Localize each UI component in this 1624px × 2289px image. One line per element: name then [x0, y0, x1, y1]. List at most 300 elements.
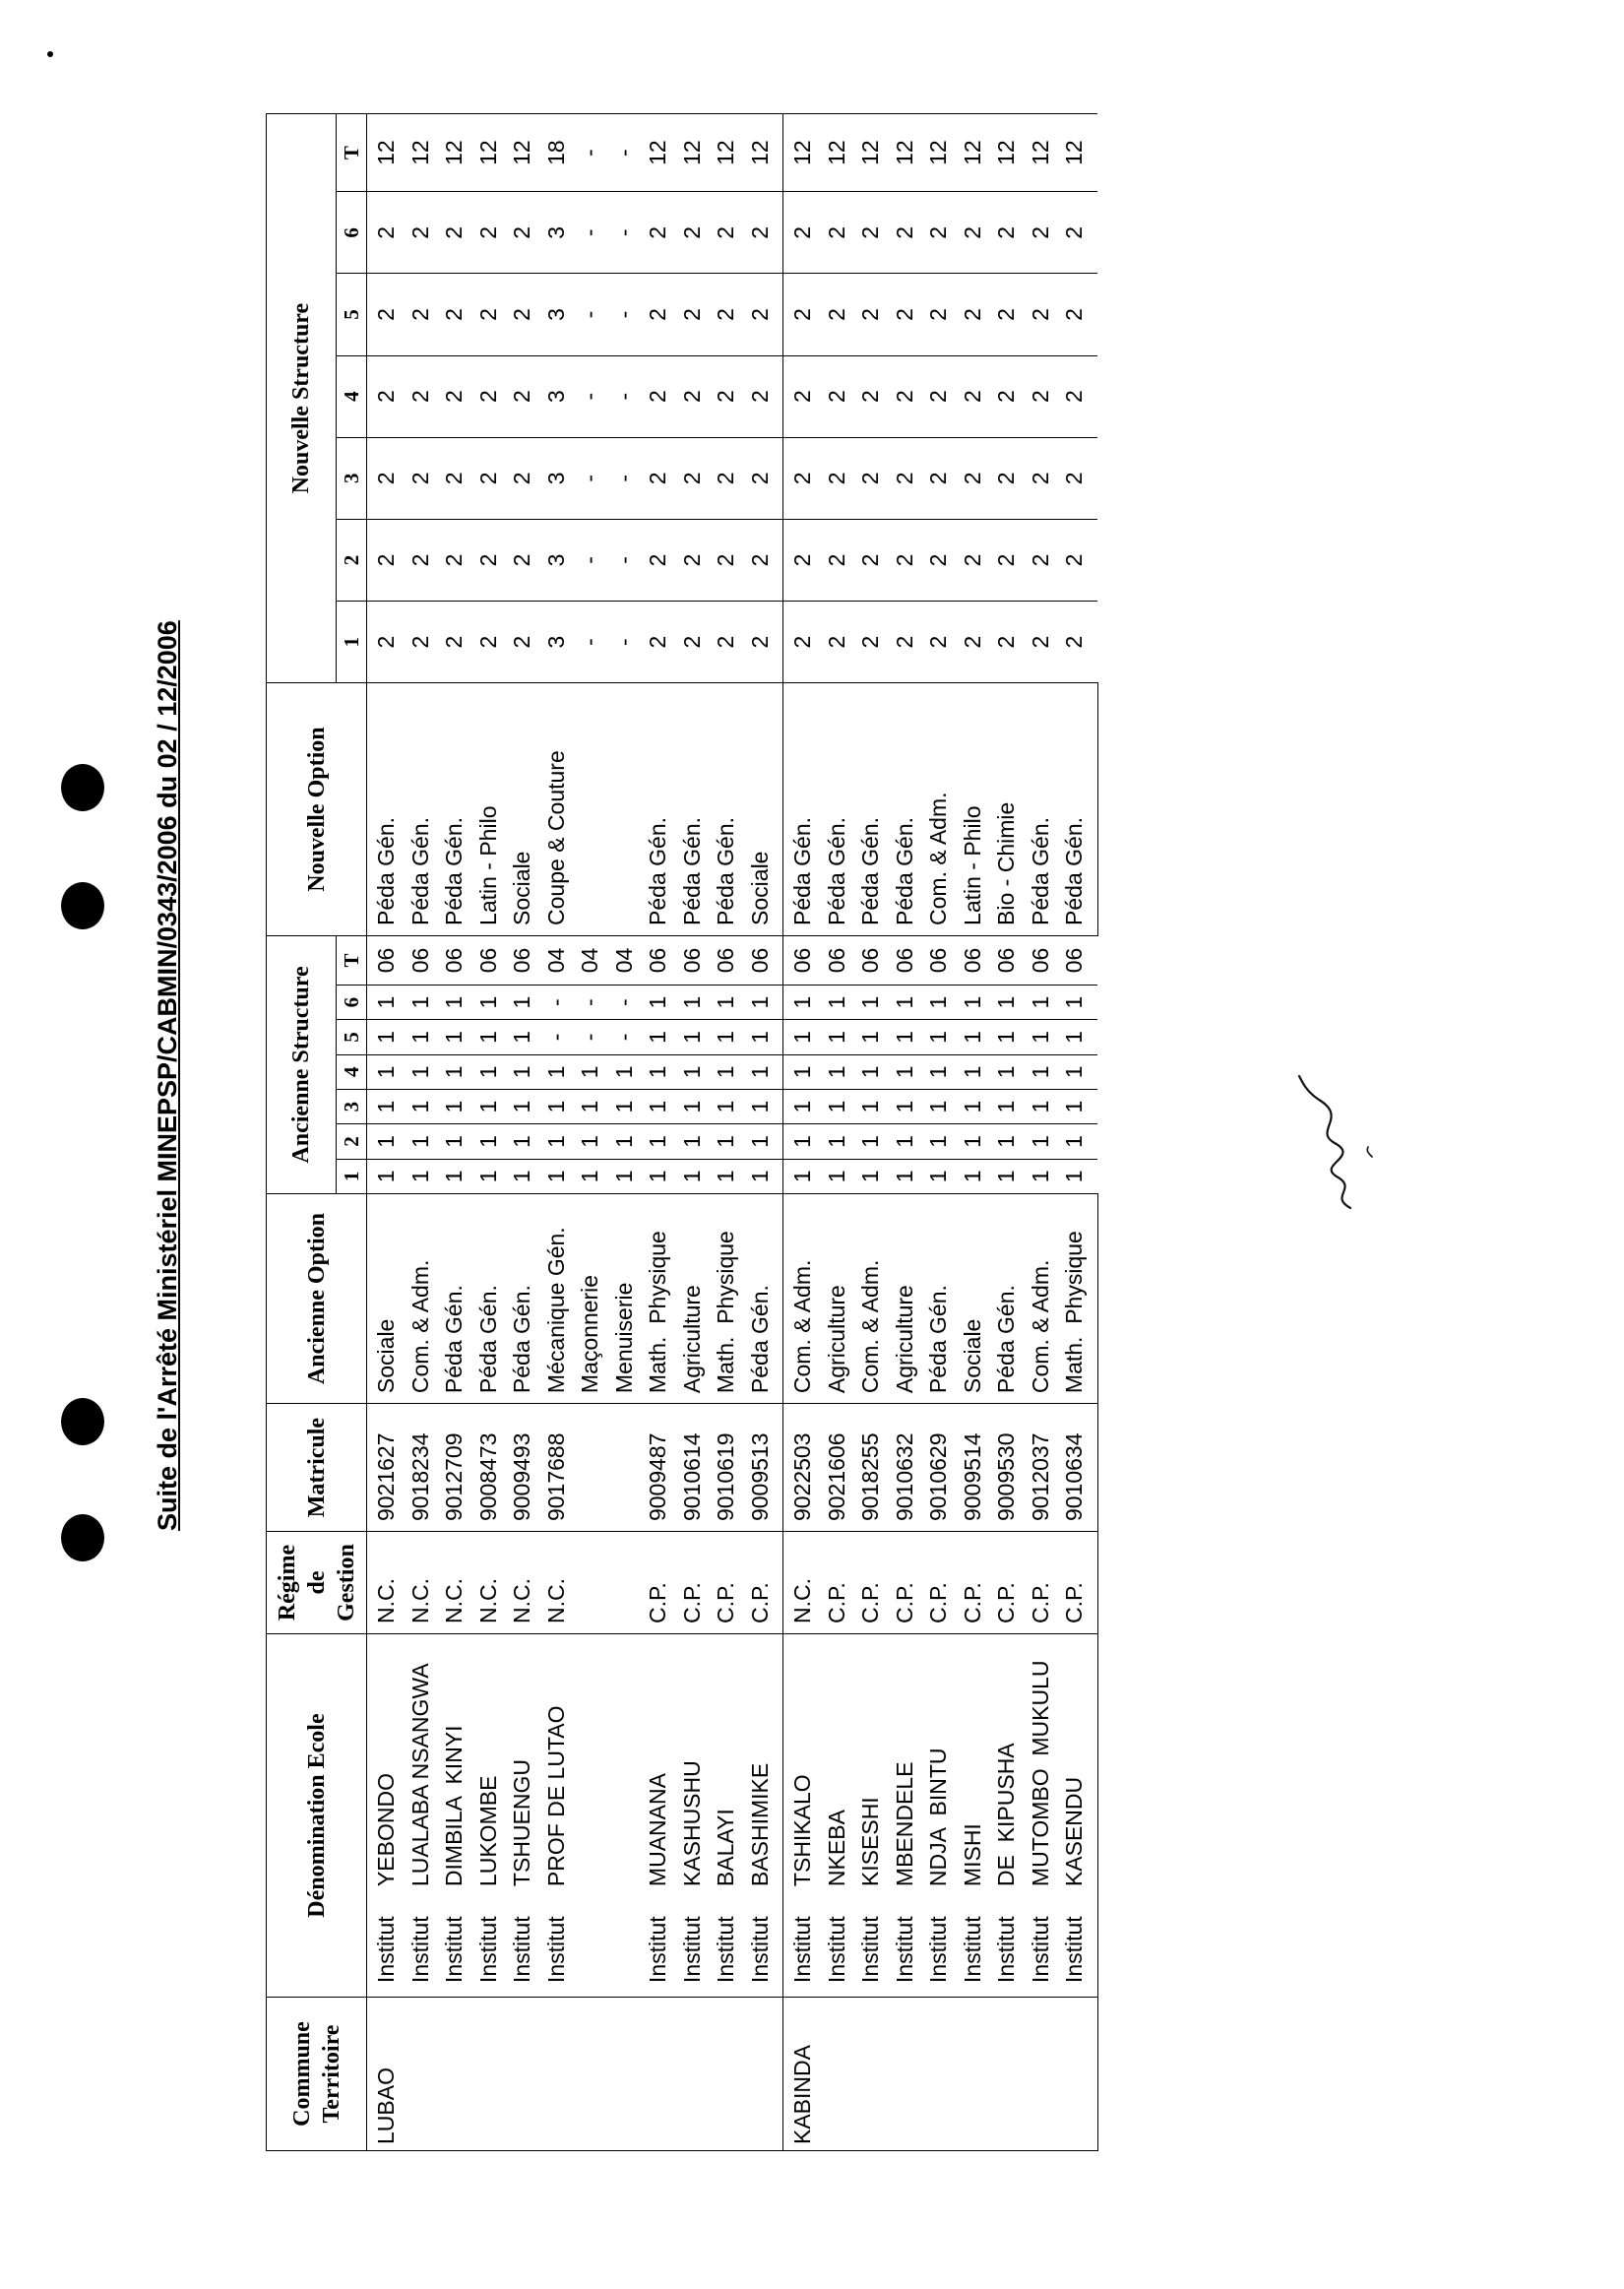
school-prefix: Institut	[857, 1916, 883, 1984]
nouvelle-structure-cell	[783, 274, 1098, 355]
ancienne-structure-value: 1	[509, 995, 534, 1009]
nouvelle-structure-value: 2	[789, 390, 815, 404]
nouvelle-structure-value: 2	[474, 472, 501, 485]
nouvelle-structure-value: 2	[474, 308, 501, 321]
ancienne-structure-value: 1	[746, 995, 773, 1009]
ancienne-structure-value: -	[577, 1033, 602, 1042]
nouvelle-structure-value: -	[577, 310, 602, 319]
ancienne-structure-value: 06	[925, 947, 951, 974]
header-matricule: Matricule	[267, 1404, 367, 1532]
ancienne-structure-value: 1	[891, 1100, 917, 1113]
nouvelle-structure-value: 12	[993, 140, 1019, 165]
handwritten-signature	[1289, 1068, 1378, 1216]
nouvelle-structure-cell	[367, 437, 783, 519]
ancienne-structure-value: 1	[441, 1031, 467, 1044]
ancienne-structure-value: -	[542, 1033, 569, 1042]
nouvelle-structure-value: 2	[713, 553, 738, 567]
nouvelle-structure-value: 2	[746, 308, 773, 321]
ancienne-structure-value: 1	[542, 1170, 569, 1183]
nouvelle-structure-col-header: 6	[337, 192, 367, 274]
school-name	[820, 1634, 854, 1983]
matricule-value: 9009530	[993, 1432, 1019, 1522]
nouvelle-structure-value: 2	[746, 635, 773, 649]
ancienne-structure-value: 1	[577, 1135, 602, 1148]
school-prefix: Institut	[959, 1916, 985, 1984]
nouvelle-structure-value: 2	[993, 472, 1019, 485]
school-name	[505, 1634, 539, 1983]
school-label: YEBONDO	[373, 1773, 399, 1887]
nouvelle-structure-value: -	[610, 310, 637, 319]
ancienne-structure-value: 1	[857, 1100, 883, 1113]
ancienne-structure-value: 1	[373, 1170, 399, 1183]
nouvelle-structure-value: -	[610, 474, 637, 482]
nouvelle-structure-value: 2	[509, 225, 534, 239]
nouvelle-structure-value: 2	[713, 635, 738, 649]
ancienne-option-value: Péda Gén.	[925, 1285, 951, 1394]
ancienne-structure-value: 1	[857, 1031, 883, 1044]
ancienne-structure-value: 1	[542, 1065, 569, 1079]
matricule-value	[573, 1404, 607, 1521]
matricule-value	[607, 1404, 642, 1521]
matricule-value: 9010634	[1061, 1432, 1087, 1522]
nouvelle-option-value	[573, 683, 607, 925]
nouvelle-structure-value: -	[577, 474, 602, 482]
ancienne-structure-value: 1	[441, 1100, 467, 1113]
school-name	[853, 1634, 888, 1983]
nouvelle-structure-value: 2	[746, 472, 773, 485]
nouvelle-option-value: Sociale	[746, 851, 773, 925]
school-prefix: Institut	[373, 1916, 399, 1984]
ancienne-structure-value: 1	[1061, 1135, 1087, 1148]
school-name	[675, 1634, 710, 1983]
matricule-cell	[367, 1404, 783, 1532]
ancienne-structure-value: -	[610, 998, 637, 1006]
ancienne-structure-value: 1	[746, 1135, 773, 1148]
nouvelle-structure-value: 2	[857, 472, 883, 485]
header-ancienne-structure: Ancienne Structure	[267, 935, 337, 1193]
ancienne-structure-value: 1	[645, 1170, 670, 1183]
ancienne-option-value: Agriculture	[823, 1285, 849, 1394]
nouvelle-structure-value: 12	[925, 140, 951, 165]
ancienne-structure-value: 06	[406, 947, 433, 974]
ancienne-structure-value: 1	[373, 1031, 399, 1044]
nouvelle-structure-value: 12	[713, 140, 738, 165]
nouvelle-structure-value: 2	[441, 553, 467, 567]
school-label: KISESHI	[857, 1797, 883, 1887]
ancienne-option-value: Péda Gén.	[474, 1285, 501, 1394]
nouvelle-structure-value: 12	[678, 140, 705, 165]
nouvelle-structure-value: 12	[1061, 140, 1087, 165]
nouvelle-structure-value: 2	[1061, 225, 1087, 239]
ancienne-structure-value: 1	[678, 1100, 705, 1113]
regime-value: C.P.	[891, 1582, 917, 1623]
ancienne-structure-value: 1	[993, 1065, 1019, 1079]
school-label: LUKOMBE	[474, 1775, 501, 1887]
nouvelle-structure-value: 2	[993, 225, 1019, 239]
nouvelle-structure-value: 2	[891, 553, 917, 567]
nouvelle-structure-value: 2	[959, 390, 985, 404]
nouvelle-option-value: Péda Gén.	[645, 817, 670, 925]
school-name	[1057, 1634, 1092, 1983]
nouvelle-structure-cell	[783, 519, 1098, 601]
nouvelle-structure-value: 2	[925, 553, 951, 567]
ancienne-structure-value: 1	[925, 1100, 951, 1113]
nouvelle-structure-value: 2	[713, 472, 738, 485]
regime-value: C.P.	[959, 1582, 985, 1623]
ancienne-option-value: Péda Gén.	[746, 1285, 773, 1394]
ancienne-structure-value: 06	[373, 947, 399, 974]
ancienne-structure-value: 1	[789, 995, 815, 1009]
nouvelle-structure-col-header: T	[337, 114, 367, 192]
nouvelle-structure-value: 2	[1061, 472, 1087, 485]
ancienne-structure-value: 1	[993, 1170, 1019, 1183]
school-label: DE KIPUSHA	[993, 1743, 1019, 1887]
nouvelle-structure-value: -	[610, 638, 637, 646]
ancienne-structure-value: 1	[509, 1065, 534, 1079]
ancienne-structure-value: 06	[857, 947, 883, 974]
nouvelle-structure-value: 12	[789, 140, 815, 165]
nouvelle-structure-value: 2	[993, 308, 1019, 321]
ancienne-structure-value: 1	[610, 1170, 637, 1183]
nouvelle-structure-value: 2	[441, 225, 467, 239]
ancienne-structure-cell	[367, 1020, 783, 1054]
regime-value: N.C.	[509, 1578, 534, 1623]
school-name	[471, 1634, 506, 1983]
school-prefix: Institut	[474, 1916, 501, 1984]
school-label: PROF DE LUTAO	[542, 1705, 569, 1887]
ancienne-structure-value: 04	[542, 947, 569, 974]
ancienne-option-value: Menuiserie	[610, 1282, 637, 1394]
matricule-value: 9009493	[509, 1432, 534, 1522]
nouvelle-structure-value: 2	[373, 225, 399, 239]
nouvelle-structure-value: 3	[542, 553, 569, 567]
matricule-value: 9021627	[373, 1432, 399, 1522]
regime-value: C.P.	[1061, 1582, 1087, 1623]
nouvelle-structure-value: 12	[1027, 140, 1053, 165]
ancienne-option-value: Agriculture	[891, 1285, 917, 1394]
regime-value: C.P.	[645, 1582, 670, 1623]
matricule-value: 9012709	[441, 1432, 467, 1522]
ancienne-structure-value: 1	[373, 1100, 399, 1113]
school-name	[539, 1634, 574, 1983]
ancienne-structure-value: 1	[441, 995, 467, 1009]
nouvelle-structure-value: 2	[789, 308, 815, 321]
nouvelle-structure-value: 2	[406, 635, 433, 649]
ancienne-structure-value: 1	[959, 1170, 985, 1183]
matricule-value: 9009513	[746, 1432, 773, 1522]
ancienne-structure-value: 1	[474, 1170, 501, 1183]
nouvelle-structure-value: 2	[645, 472, 670, 485]
ancienne-structure-value: 1	[645, 1031, 670, 1044]
regime-value: C.P.	[993, 1582, 1019, 1623]
nouvelle-structure-value: 2	[645, 553, 670, 567]
nouvelle-structure-col-header: 4	[337, 355, 367, 437]
commune-cell	[367, 1998, 783, 2151]
nouvelle-structure-value: -	[610, 392, 637, 401]
nouvelle-structure-value: 2	[509, 472, 534, 485]
nouvelle-structure-value: 2	[925, 635, 951, 649]
nouvelle-structure-value: 2	[713, 308, 738, 321]
nouvelle-structure-value: 2	[959, 308, 985, 321]
ancienne-structure-value: 1	[925, 1065, 951, 1079]
table-row	[367, 114, 783, 2151]
school-label: MUTOMBO MUKULU	[1027, 1660, 1053, 1887]
nouvelle-structure-value: 12	[406, 140, 433, 165]
ancienne-structure-value: 1	[959, 1065, 985, 1079]
nouvelle-structure-value: 2	[678, 553, 705, 567]
school-name	[921, 1634, 956, 1983]
school-label: KASHUSHU	[678, 1760, 705, 1887]
ancienne-structure-value: 06	[713, 947, 738, 974]
nouvelle-structure-value: 2	[441, 308, 467, 321]
nouvelle-structure-value: 2	[406, 472, 433, 485]
ancienne-structure-value: 04	[577, 947, 602, 974]
ancienne-structure-value: 1	[823, 1170, 849, 1183]
ancienne-structure-value: 1	[542, 1100, 569, 1113]
ancienne-structure-value: 1	[678, 995, 705, 1009]
ancienne-structure-value: 1	[713, 995, 738, 1009]
ancienne-option-value: Com. & Adm.	[406, 1259, 433, 1394]
ancienne-structure-value: 1	[993, 1031, 1019, 1044]
nouvelle-structure-value: 2	[1027, 308, 1053, 321]
ancienne-structure-value: 1	[713, 1065, 738, 1079]
ancienne-structure-value: 1	[1061, 1100, 1087, 1113]
school-prefix: Institut	[823, 1916, 849, 1984]
ancienne-structure-value: 1	[746, 1031, 773, 1044]
ancienne-structure-cell	[783, 985, 1098, 1019]
ancienne-structure-value: 1	[925, 995, 951, 1009]
ancienne-structure-value: 06	[789, 947, 815, 974]
ancienne-structure-value: 1	[474, 1031, 501, 1044]
ancienne-structure-col-header: 4	[337, 1054, 367, 1089]
nouvelle-structure-value: 2	[746, 390, 773, 404]
nouvelle-structure-value: 12	[959, 140, 985, 165]
ancienne-structure-value: 1	[678, 1135, 705, 1148]
header-ancienne-option: Ancienne Option	[267, 1193, 367, 1403]
nouvelle-structure-value: 2	[857, 225, 883, 239]
ancienne-structure-cell	[367, 985, 783, 1019]
school-name	[785, 1634, 820, 1983]
nouvelle-structure-value: 2	[1061, 308, 1087, 321]
ancienne-structure-value: 1	[789, 1170, 815, 1183]
table-row	[783, 114, 1098, 2151]
nouvelle-structure-value: 2	[406, 553, 433, 567]
school-label: LUALABA NSANGWA	[406, 1663, 433, 1887]
ancienne-structure-cell	[783, 1124, 1098, 1159]
ancienne-structure-value: 1	[1027, 995, 1053, 1009]
nouvelle-option-value: Péda Gén.	[441, 817, 467, 925]
schools-table-container	[266, 113, 1098, 2151]
matricule-value: 9018255	[857, 1432, 883, 1522]
nouvelle-structure-value: 2	[891, 472, 917, 485]
ancienne-structure-value: 1	[925, 1170, 951, 1183]
ancienne-structure-cell	[367, 935, 783, 985]
nouvelle-option-value: Latin - Philo	[474, 805, 501, 925]
ancienne-option-value: Sociale	[959, 1318, 985, 1394]
ancienne-structure-value: 06	[891, 947, 917, 974]
nouvelle-structure-value: 2	[925, 308, 951, 321]
regime-value: C.P.	[823, 1582, 849, 1623]
header-nouvelle-structure: Nouvelle Structure	[267, 114, 337, 683]
nouvelle-structure-cell	[367, 114, 783, 192]
nouvelle-structure-value: -	[610, 228, 637, 237]
school-label: MISHI	[959, 1823, 985, 1887]
ancienne-structure-value: 1	[789, 1065, 815, 1079]
ancienne-structure-col-header: 3	[337, 1089, 367, 1123]
school-label: KASENDU	[1061, 1776, 1087, 1887]
ancienne-structure-value: 1	[406, 1170, 433, 1183]
matricule-value: 9009487	[645, 1432, 670, 1522]
matricule-value: 9012037	[1027, 1432, 1053, 1522]
regime-cell	[783, 1532, 1098, 1634]
school-name	[1024, 1634, 1058, 1983]
matricule-value: 9018234	[406, 1432, 433, 1522]
nouvelle-structure-value: 2	[823, 308, 849, 321]
ancienne-structure-value: 1	[645, 1065, 670, 1079]
ancienne-option-value: Péda Gén.	[993, 1285, 1019, 1394]
regime-value	[607, 1532, 642, 1623]
nouvelle-structure-value: 2	[823, 390, 849, 404]
ancienne-structure-value: 1	[823, 1065, 849, 1079]
school-prefix: Institut	[746, 1916, 773, 1984]
ancienne-structure-value: 1	[857, 1135, 883, 1148]
nouvelle-structure-value: -	[577, 556, 602, 564]
nouvelle-structure-value: 12	[891, 140, 917, 165]
nouvelle-structure-value: 2	[441, 472, 467, 485]
ancienne-structure-value: 06	[441, 947, 467, 974]
nouvelle-structure-value: 2	[891, 635, 917, 649]
ancienne-structure-value: 1	[577, 1100, 602, 1113]
school-name	[709, 1634, 743, 1983]
nouvelle-option-value: Latin - Philo	[959, 805, 985, 925]
ancienne-structure-cell	[783, 1054, 1098, 1089]
ancienne-structure-value: 1	[789, 1100, 815, 1113]
ancienne-structure-value: 1	[746, 1065, 773, 1079]
nouvelle-structure-value: 2	[474, 635, 501, 649]
regime-value	[573, 1532, 607, 1623]
nouvelle-option-value: Péda Gén.	[713, 817, 738, 925]
nouvelle-structure-value: 2	[406, 308, 433, 321]
ancienne-structure-value: 06	[823, 947, 849, 974]
school-label: BALAYI	[713, 1809, 738, 1887]
nouvelle-structure-value: 2	[474, 225, 501, 239]
nouvelle-structure-value: 2	[645, 635, 670, 649]
nouvelle-structure-value: 2	[474, 553, 501, 567]
school-name	[989, 1634, 1024, 1983]
ancienne-structure-value: 06	[678, 947, 705, 974]
ancienne-structure-col-header: 1	[337, 1159, 367, 1193]
nouvelle-structure-value: 2	[857, 635, 883, 649]
nouvelle-structure-value: 2	[1027, 225, 1053, 239]
nouvelle-structure-value: 2	[509, 308, 534, 321]
ancienne-structure-cell	[783, 1089, 1098, 1123]
ancienne-option-value: Com. & Adm.	[789, 1259, 815, 1394]
nouvelle-structure-value: 2	[441, 390, 467, 404]
nouvelle-structure-value: 2	[823, 553, 849, 567]
nouvelle-structure-value: 3	[542, 308, 569, 321]
ancienne-option-value: Mécanique Gén.	[542, 1227, 569, 1394]
nouvelle-option-value: Com. & Adm.	[925, 792, 951, 925]
school-prefix: Institut	[713, 1916, 738, 1984]
nouvelle-structure-value: 2	[645, 225, 670, 239]
ancienne-structure-value: 1	[474, 1100, 501, 1113]
nouvelle-structure-value: 12	[474, 140, 501, 165]
ancienne-option-cell	[783, 1193, 1098, 1403]
nouvelle-option-value	[607, 683, 642, 925]
ancienne-structure-value: 06	[509, 947, 534, 974]
ancienne-structure-value: 1	[1027, 1135, 1053, 1148]
document-title: Suite de l'Arrêté Ministériel MINEPSP/CABMIN/0343/2006 du 02 / 12/2006	[153, 620, 182, 1531]
regime-value: C.P.	[746, 1582, 773, 1623]
commune-name: KABINDA	[789, 2045, 815, 2144]
ancienne-structure-value: 1	[509, 1100, 534, 1113]
ancienne-structure-value: 1	[1027, 1031, 1053, 1044]
nouvelle-option-value: Péda Gén.	[678, 817, 705, 925]
nouvelle-structure-cell	[367, 519, 783, 601]
ancienne-structure-value: 1	[891, 995, 917, 1009]
nouvelle-option-value: Péda Gén.	[1027, 817, 1053, 925]
nouvelle-structure-value: 2	[857, 553, 883, 567]
nouvelle-structure-value: 2	[925, 472, 951, 485]
ancienne-structure-value: 1	[406, 1100, 433, 1113]
school-name	[641, 1634, 675, 1983]
school-prefix: Institut	[509, 1916, 534, 1984]
school-name	[369, 1634, 404, 1983]
nouvelle-structure-value: 2	[857, 308, 883, 321]
nouvelle-structure-value: 2	[1061, 635, 1087, 649]
nouvelle-structure-value: 2	[645, 308, 670, 321]
ancienne-option-value: Maçonnerie	[577, 1274, 602, 1394]
nouvelle-structure-value: 2	[406, 225, 433, 239]
ancienne-structure-value: 1	[474, 995, 501, 1009]
header-ecole: Dénomination Ecole	[267, 1634, 367, 1998]
ancienne-structure-value: 1	[1027, 1170, 1053, 1183]
nouvelle-structure-value: 2	[746, 225, 773, 239]
nouvelle-option-value: Sociale	[509, 851, 534, 925]
ancienne-structure-value: 1	[373, 995, 399, 1009]
nouvelle-structure-value: 2	[925, 225, 951, 239]
regime-value: C.P.	[1027, 1582, 1053, 1623]
ancienne-structure-value: 1	[373, 1135, 399, 1148]
ancienne-option-value: Péda Gén.	[441, 1285, 467, 1394]
nouvelle-structure-value: -	[577, 228, 602, 237]
matricule-value: 9010619	[713, 1432, 738, 1522]
ancienne-structure-value: -	[610, 1033, 637, 1042]
ancienne-structure-value: 1	[891, 1031, 917, 1044]
ancienne-structure-value: 1	[713, 1031, 738, 1044]
ancienne-structure-value: 1	[789, 1135, 815, 1148]
ancienne-structure-value: 1	[1061, 1170, 1087, 1183]
ancienne-structure-value: 06	[1027, 947, 1053, 974]
ancienne-structure-value: 1	[474, 1135, 501, 1148]
nouvelle-structure-value: 12	[746, 140, 773, 165]
ancienne-structure-value: 1	[1027, 1100, 1053, 1113]
ancienne-option-value: Com. & Adm.	[857, 1259, 883, 1394]
nouvelle-option-value: Péda Gén.	[823, 817, 849, 925]
regime-value: C.P.	[925, 1582, 951, 1623]
ancienne-structure-value: 06	[959, 947, 985, 974]
ancienne-structure-value: 06	[645, 947, 670, 974]
ancienne-structure-value: 06	[993, 947, 1019, 974]
nouvelle-structure-value: 3	[542, 390, 569, 404]
regime-cell	[367, 1532, 783, 1634]
nouvelle-structure-cell	[367, 602, 783, 683]
nouvelle-structure-col-header: 1	[337, 602, 367, 683]
ancienne-structure-value: 1	[925, 1031, 951, 1044]
nouvelle-structure-value: 12	[509, 140, 534, 165]
ancienne-structure-cell	[783, 1159, 1098, 1193]
ancienne-structure-value: 1	[678, 1031, 705, 1044]
